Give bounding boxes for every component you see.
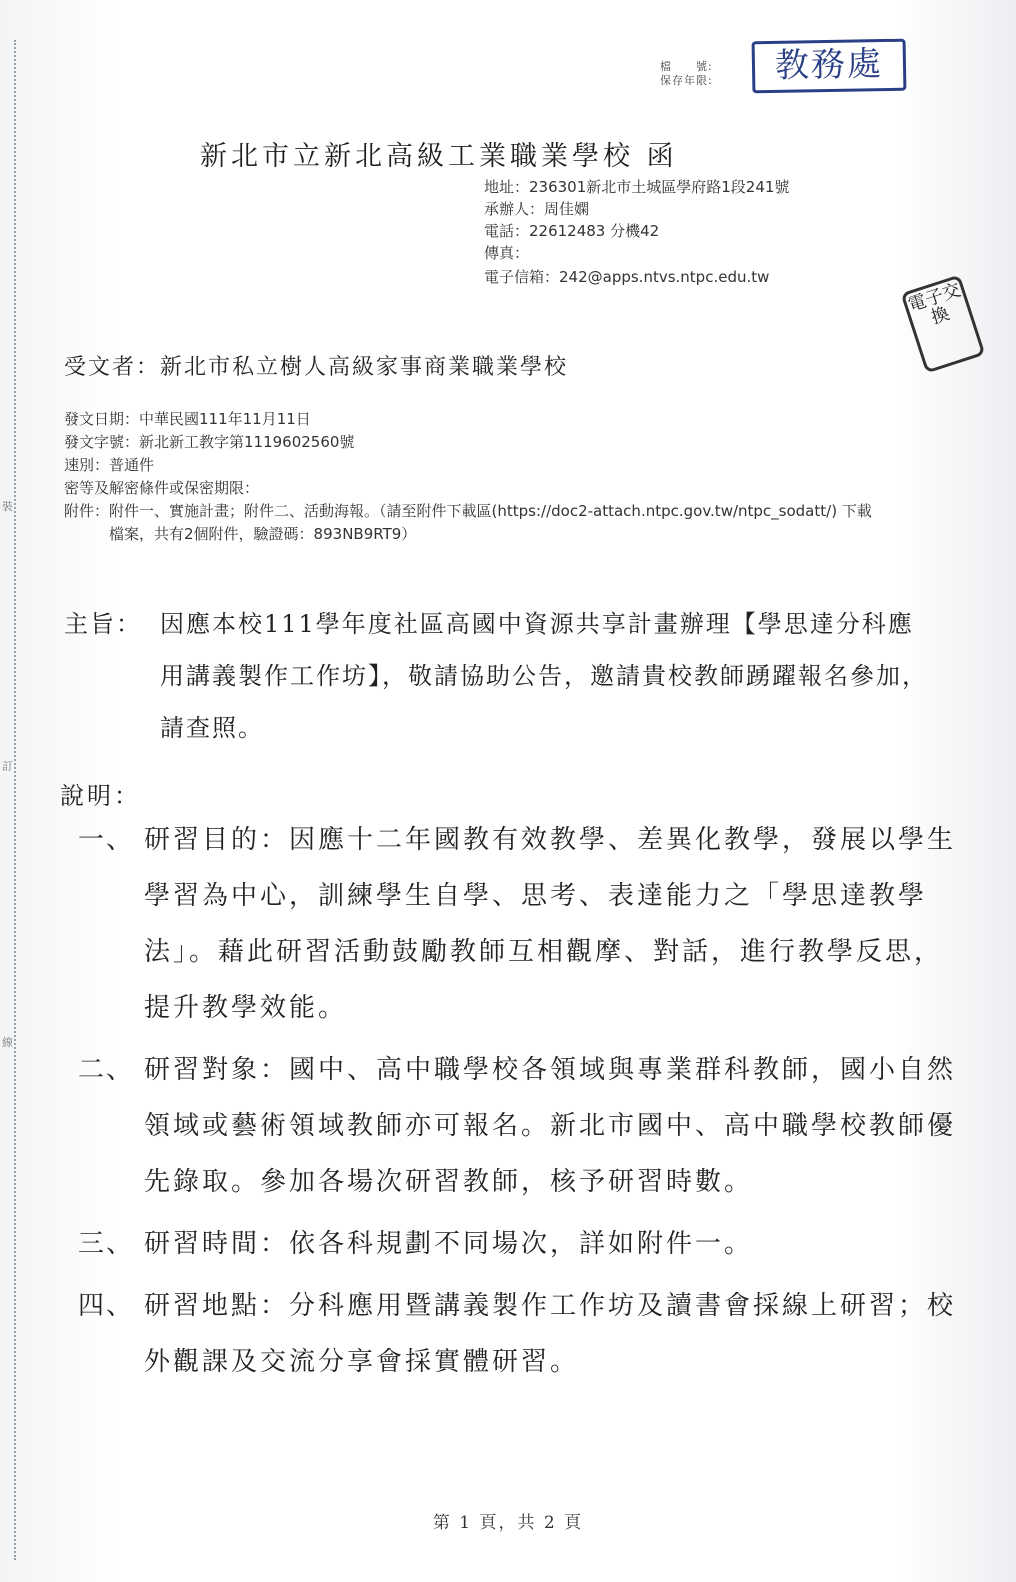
item-text: 研習地點：分科應用暨講義製作工作坊及讀書會採線上研習；校外觀課及交流分享會採實體研習。 bbox=[144, 1291, 957, 1377]
sender-email: 電子信箱：242@apps.ntvs.ntpc.edu.tw bbox=[484, 268, 770, 286]
binding-mark-staple: 訂 bbox=[2, 760, 13, 773]
subject-label: 主旨： bbox=[64, 610, 142, 638]
sender-fax: 傳真： bbox=[484, 244, 530, 262]
explanation-item bbox=[78, 812, 958, 1036]
recipient: 受文者：新北市私立樹人高級家事商業職業學校 bbox=[64, 355, 569, 380]
subject bbox=[64, 598, 934, 754]
explanation-item bbox=[78, 1216, 958, 1272]
dispatch-date: 發文日期：中華民國111年11月11日 bbox=[64, 410, 311, 428]
dispatch-number: 發文字號：新北新工教字第1119602560號 bbox=[64, 433, 355, 451]
item-text: 研習時間：依各科規劃不同場次，詳如附件一。 bbox=[144, 1229, 754, 1259]
subject-text: 因應本校111學年度社區高國中資源共享計畫辦理【學思達分科應用講義製作工作坊】，敬請協助公告，邀請貴校教師踴躍報名參加，請查照。 bbox=[160, 610, 928, 742]
item-number: 二、 bbox=[78, 1055, 135, 1085]
binding-mark-line: 線 bbox=[2, 1036, 13, 1049]
binding-mark-bind: 裝 bbox=[2, 500, 13, 513]
sender-address: 地址：236301新北市土城區學府路1段241號 bbox=[484, 178, 790, 196]
secrecy-level: 密等及解密條件或保密期限： bbox=[64, 479, 260, 497]
page-number: 第 1 頁，共 2 頁 bbox=[432, 1513, 584, 1533]
dispatch-meta bbox=[64, 408, 884, 546]
department-stamp: 教務處 bbox=[752, 39, 907, 94]
sender-info bbox=[484, 176, 874, 288]
dispatch-speed: 速別：普通件 bbox=[64, 456, 155, 474]
file-meta bbox=[660, 60, 713, 88]
explanation-item bbox=[78, 1042, 958, 1210]
sender-phone: 電話：22612483 分機42 bbox=[484, 222, 660, 240]
explanation-item bbox=[78, 1278, 958, 1390]
retention-label: 保存年限: bbox=[660, 74, 713, 87]
sender-handler: 承辦人：周佳嫻 bbox=[484, 200, 590, 218]
document-title: 新北市立新北高級工業職業學校 函 bbox=[200, 141, 678, 172]
item-number: 四、 bbox=[78, 1291, 135, 1321]
explanation-items bbox=[78, 812, 958, 1396]
attachments-value: 附件一、實施計畫；附件二、活動海報。（請至附件下載區(https://doc2-attach.ntpc.gov.tw/ntpc_sodatt/) 下載檔案，共有2個附件，驗證碼：893NB9RT9） bbox=[109, 502, 872, 543]
binding-line bbox=[14, 40, 16, 1560]
item-number: 一、 bbox=[78, 825, 135, 855]
attachments bbox=[64, 500, 884, 546]
item-text: 研習對象：國中、高中職學校各領域與專業群科教師，國小自然領域或藝術領域教師亦可報名。新北市國中、高中職學校教師優先錄取。參加各場次研習教師，核予研習時數。 bbox=[144, 1055, 957, 1197]
attachments-label: 附件： bbox=[64, 502, 110, 520]
item-number: 三、 bbox=[78, 1229, 135, 1259]
explanation-label: 說明： bbox=[60, 782, 141, 810]
file-number-label: 檔 號: bbox=[660, 60, 713, 73]
item-text: 研習目的：因應十二年國教有效教學、差異化教學，發展以學生學習為中心，訓練學生自學、思考、表達能力之「學思達教學法」。藉此研習活動鼓勵教師互相觀摩、對話，進行教學反思，提升教學效能。 bbox=[144, 825, 957, 1023]
e-exchange-stamp: 電子交換 bbox=[901, 274, 986, 373]
